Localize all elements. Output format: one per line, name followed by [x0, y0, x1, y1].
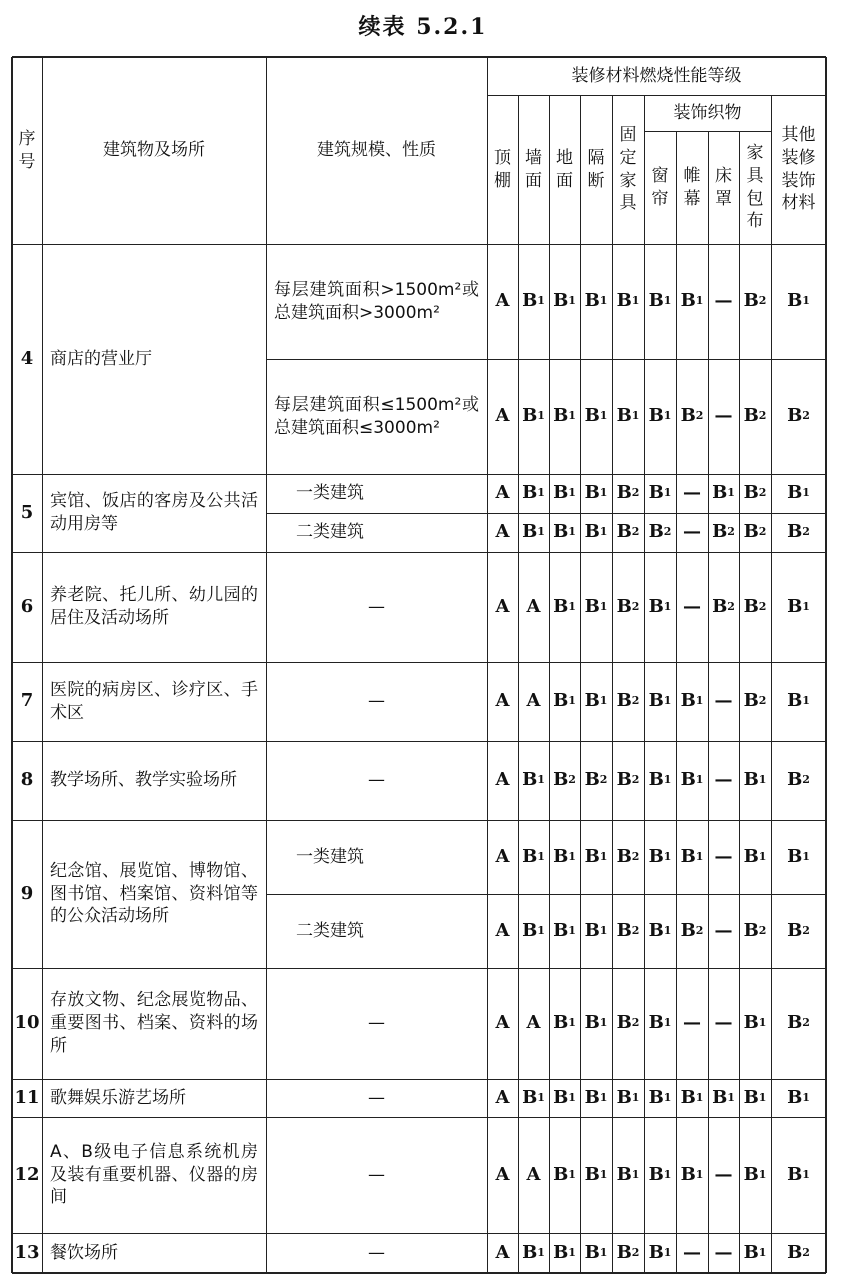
grade-furniture-cover: B 2: [743, 290, 767, 312]
grade-curtain: B 1: [648, 690, 672, 712]
grade-partition: B 1: [584, 290, 608, 312]
grade-fixed-furniture: B 2: [616, 482, 640, 504]
grade-floor: B 1: [553, 290, 576, 312]
grade-ceiling: A: [495, 521, 510, 543]
grade-partition: B 1: [584, 845, 608, 867]
row-building-name: 医院的病房区、诊疗区、手术区: [50, 679, 258, 723]
grade-bedspread: —: [714, 690, 733, 712]
grade-fixed-furniture: B 1: [616, 405, 640, 427]
grade-curtain: B 1: [648, 595, 672, 617]
row-building-name: 宾馆、饭店的客房及公共活动用房等: [50, 491, 258, 534]
grade-partition: B 1: [584, 690, 608, 712]
grade-wall: B 1: [522, 405, 545, 427]
grade-bedspread: —: [714, 290, 733, 312]
row-scale: —: [368, 770, 385, 791]
grade-partition: B 1: [584, 521, 608, 543]
grade-furniture-cover: B 2: [743, 919, 767, 941]
grade-drape: B 1: [680, 769, 704, 791]
grade-partition: B 1: [584, 595, 608, 617]
grade-ceiling: A: [495, 290, 510, 312]
table-rule: [739, 131, 740, 1273]
grade-drape: —: [683, 595, 701, 617]
grade-drape: B 2: [680, 405, 704, 427]
grade-ceiling: A: [495, 769, 510, 791]
table-title: 续表 5.2.1: [358, 14, 488, 40]
grade-ceiling: A: [495, 595, 510, 617]
grade-bedspread: —: [714, 405, 733, 427]
grade-ceiling: A: [495, 919, 510, 941]
row-building-name: 养老院、托儿所、幼儿园的居住及活动场所: [50, 585, 258, 628]
grade-drape: —: [683, 482, 701, 504]
grade-fixed-furniture: B 1: [616, 1163, 640, 1185]
grade-curtain: B 1: [648, 405, 672, 427]
grade-drape: —: [683, 1012, 701, 1034]
row-building-name: 存放文物、纪念展览物品、重要图书、档案、资料的场所: [50, 990, 258, 1056]
grade-curtain: B 1: [648, 845, 672, 867]
table-rule: [487, 95, 826, 96]
table-rule: [708, 131, 709, 1273]
grade-other-materials: B 1: [787, 482, 810, 504]
grade-curtain: B 1: [648, 290, 672, 312]
table-rule: [825, 57, 827, 1273]
header-col-fixed-furniture: 固 定 家 具: [619, 124, 637, 214]
grade-furniture-cover: B 2: [743, 521, 767, 543]
row-number: 8: [20, 769, 34, 791]
grade-other-materials: B 2: [787, 521, 810, 543]
grade-wall: B 1: [522, 482, 545, 504]
row-number: 13: [14, 1241, 40, 1263]
grade-ceiling: A: [495, 1241, 510, 1263]
grade-floor: B 1: [553, 1163, 576, 1185]
grade-other-materials: B 1: [787, 1163, 810, 1185]
grade-fixed-furniture: B 1: [616, 290, 640, 312]
grade-partition: B 1: [584, 1012, 608, 1034]
header-rating-group: 装修材料燃烧性能等级: [571, 65, 742, 86]
grade-bedspread: —: [714, 1012, 733, 1034]
table-rule: [612, 95, 613, 1273]
grade-floor: B 1: [553, 690, 576, 712]
grade-other-materials: B 2: [787, 1241, 810, 1263]
grade-ceiling: A: [495, 405, 510, 427]
grade-bedspread: B 1: [712, 1086, 735, 1108]
grade-floor: B 1: [553, 919, 576, 941]
grade-furniture-cover: B 1: [743, 769, 767, 791]
grade-floor: B 1: [553, 405, 576, 427]
grade-wall: B 1: [522, 290, 545, 312]
grade-other-materials: B 2: [787, 1012, 810, 1034]
row-scale: —: [368, 596, 385, 617]
row-scale: —: [368, 1242, 385, 1263]
row-scale: —: [368, 1164, 385, 1185]
grade-drape: B 1: [680, 1163, 704, 1185]
row-number: 4: [20, 347, 34, 369]
header-col-partition: 隔 断: [587, 147, 605, 191]
header-fabric-group: 装饰织物: [673, 102, 742, 123]
grade-wall: B 1: [522, 1241, 545, 1263]
grade-wall: B 1: [522, 919, 545, 941]
grade-wall: A: [526, 690, 541, 712]
row-scale: —: [368, 691, 385, 712]
grade-fixed-furniture: B 2: [616, 595, 640, 617]
grade-drape: B 1: [680, 1086, 704, 1108]
grade-fixed-furniture: B 2: [616, 919, 640, 941]
grade-fixed-furniture: B 2: [616, 1241, 640, 1263]
table-rule: [266, 513, 826, 514]
grade-bedspread: —: [714, 1241, 733, 1263]
grade-partition: B 1: [584, 1086, 608, 1108]
grade-curtain: B 1: [648, 1241, 672, 1263]
table-rule: [518, 95, 519, 1273]
grade-wall: B 1: [522, 521, 545, 543]
grade-other-materials: B 2: [787, 405, 810, 427]
table-rule: [644, 95, 645, 1273]
grade-floor: B 1: [553, 1086, 576, 1108]
table-rule: [266, 359, 826, 360]
row-scale: 一类建筑: [296, 846, 364, 867]
grade-curtain: B 1: [648, 1163, 672, 1185]
grade-wall: B 1: [522, 1086, 545, 1108]
grade-floor: B 1: [553, 845, 576, 867]
grade-bedspread: B 1: [712, 482, 735, 504]
grade-other-materials: B 2: [787, 919, 810, 941]
grade-drape: —: [683, 521, 701, 543]
table-rule: [42, 57, 43, 1273]
grade-drape: —: [683, 1241, 701, 1263]
grade-furniture-cover: B 2: [743, 595, 767, 617]
row-number: 5: [20, 501, 34, 523]
row-scale: 二类建筑: [296, 920, 364, 941]
header-col-other-materials: 其他 装修 装饰 材料: [781, 124, 816, 214]
grade-fixed-furniture: B 2: [616, 845, 640, 867]
grade-floor: B 2: [553, 769, 576, 791]
row-number: 10: [14, 1012, 40, 1034]
grade-bedspread: —: [714, 769, 733, 791]
row-scale: —: [368, 1087, 385, 1108]
table-rule: [12, 244, 826, 245]
grade-other-materials: B 1: [787, 290, 810, 312]
table-rule: [11, 57, 13, 1273]
row-scale: —: [368, 1013, 385, 1034]
row-number: 7: [20, 690, 34, 712]
header-building: 建筑物及场所: [103, 140, 205, 161]
grade-other-materials: B 1: [787, 845, 810, 867]
grade-partition: B 1: [584, 1163, 608, 1185]
grade-floor: B 1: [553, 521, 576, 543]
grade-curtain: B 1: [648, 1086, 672, 1108]
grade-partition: B 2: [584, 769, 608, 791]
grade-drape: B 2: [680, 919, 704, 941]
grade-partition: B 1: [584, 1241, 608, 1263]
grade-other-materials: B 2: [787, 769, 810, 791]
table-rule: [580, 95, 581, 1273]
table-rule: [266, 894, 826, 895]
grade-floor: B 1: [553, 482, 576, 504]
row-number: 11: [14, 1086, 40, 1108]
grade-partition: B 1: [584, 405, 608, 427]
row-building-name: 商店的营业厅: [50, 348, 152, 369]
grade-furniture-cover: B 1: [743, 1241, 767, 1263]
grade-curtain: B 1: [648, 769, 672, 791]
row-scale: 每层建筑面积≤1500m²或总建筑面积≤3000m²: [274, 394, 479, 438]
grade-bedspread: —: [714, 1163, 733, 1185]
grade-other-materials: B 1: [787, 595, 810, 617]
header-col-drape: 帷 幕: [683, 165, 701, 209]
header-col-floor: 地 面: [556, 147, 573, 191]
row-scale: 一类建筑: [296, 483, 364, 504]
grade-floor: B 1: [553, 595, 576, 617]
grade-bedspread: —: [714, 919, 733, 941]
grade-ceiling: A: [495, 1086, 510, 1108]
table-rule: [676, 131, 677, 1273]
grade-furniture-cover: B 2: [743, 405, 767, 427]
grade-fixed-furniture: B 2: [616, 690, 640, 712]
grade-wall: A: [526, 1163, 541, 1185]
grade-fixed-furniture: B 2: [616, 521, 640, 543]
grade-furniture-cover: B 1: [743, 845, 767, 867]
grade-curtain: B 1: [648, 919, 672, 941]
grade-floor: B 1: [553, 1241, 576, 1263]
grade-drape: B 1: [680, 690, 704, 712]
grade-furniture-cover: B 2: [743, 482, 767, 504]
grade-ceiling: A: [495, 690, 510, 712]
header-col-furniture-cover: 家 具 包 布: [746, 142, 764, 232]
row-number: 6: [20, 595, 34, 617]
grade-wall: A: [526, 1012, 541, 1034]
grade-wall: A: [526, 595, 541, 617]
header-col-bedspread: 床 罩: [715, 165, 732, 209]
row-number: 12: [14, 1163, 40, 1185]
table-rule: [266, 57, 267, 1273]
header-col-wall: 墙 面: [525, 147, 542, 191]
header-no: 序 号: [18, 128, 36, 172]
grade-bedspread: B 2: [712, 595, 735, 617]
row-number: 9: [20, 882, 34, 904]
grade-fixed-furniture: B 2: [616, 769, 640, 791]
grade-bedspread: B 2: [712, 521, 735, 543]
grade-furniture-cover: B 1: [743, 1086, 767, 1108]
header-col-ceiling: 顶 棚: [494, 147, 511, 191]
grade-wall: B 1: [522, 845, 545, 867]
grade-fixed-furniture: B 2: [616, 1012, 640, 1034]
grade-ceiling: A: [495, 1012, 510, 1034]
row-building-name: 纪念馆、展览馆、博物馆、图书馆、档案馆、资料馆等的公众活动场所: [50, 860, 258, 927]
grade-partition: B 1: [584, 919, 608, 941]
grade-drape: B 1: [680, 845, 704, 867]
row-building-name: A、B级电子信息系统机房及装有重要机器、仪器的房间: [50, 1141, 258, 1208]
grade-bedspread: —: [714, 845, 733, 867]
row-scale: 二类建筑: [296, 522, 364, 543]
table-rule: [771, 95, 772, 1273]
grade-wall: B 1: [522, 769, 545, 791]
row-building-name: 歌舞娱乐游艺场所: [50, 1087, 186, 1108]
row-scale: 每层建筑面积>1500m²或总建筑面积>3000m²: [274, 279, 479, 323]
grade-other-materials: B 1: [787, 690, 810, 712]
grade-drape: B 1: [680, 290, 704, 312]
grade-partition: B 1: [584, 482, 608, 504]
grade-furniture-cover: B 1: [743, 1163, 767, 1185]
table-rule: [549, 95, 550, 1273]
row-building-name: 餐饮场所: [50, 1242, 118, 1263]
grade-furniture-cover: B 2: [743, 690, 767, 712]
header-scale: 建筑规模、性质: [317, 140, 436, 161]
table-rule: [12, 56, 826, 58]
row-building-name: 教学场所、教学实验场所: [50, 770, 237, 791]
grade-ceiling: A: [495, 1163, 510, 1185]
grade-curtain: B 1: [648, 482, 672, 504]
grade-fixed-furniture: B 1: [616, 1086, 640, 1108]
grade-curtain: B 2: [648, 521, 672, 543]
grade-ceiling: A: [495, 482, 510, 504]
grade-ceiling: A: [495, 845, 510, 867]
table-rule: [12, 1272, 826, 1274]
grade-furniture-cover: B 1: [743, 1012, 767, 1034]
grade-curtain: B 1: [648, 1012, 672, 1034]
grade-floor: B 1: [553, 1012, 576, 1034]
table-rule: [487, 57, 488, 1273]
grade-other-materials: B 1: [787, 1086, 810, 1108]
header-col-curtain: 窗 帘: [651, 165, 669, 209]
